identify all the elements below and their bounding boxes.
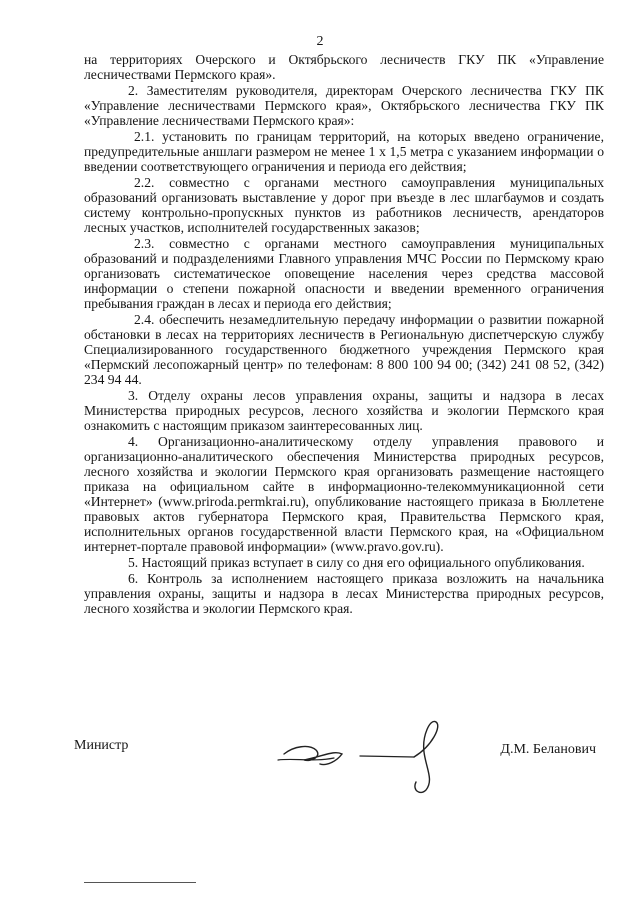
signature-block bbox=[74, 728, 594, 798]
paragraph-continuation: на территориях Очерского и Октябрьского лесничеств ГКУ ПК «Управление лесничествами Пермского края». bbox=[84, 52, 604, 82]
paragraph-item-3: 3. Отделу охраны лесов управления охраны, защиты и надзора в лесах Министерства природных ресурсов, лесного хозяйства и экологии Пермского края ознакомить с настоящим приказом заинтересованных лиц. bbox=[84, 388, 604, 433]
document-body bbox=[84, 52, 604, 616]
paragraph-item-2-1: 2.1. установить по границам территорий, на которых введено ограничение, предупредительные аншлаги размером не менее 1 х 1,5 метра с указанием информации о введении соответствующего ограничения и периода его действия; bbox=[84, 129, 604, 174]
paragraph-item-2: 2. Заместителям руководителя, директорам Очерского лесничества ГКУ ПК «Управление лесничествами Пермского края», Октябрьского лесничества ГКУ ПК «Управление лесничествами Пермского края»: bbox=[84, 83, 604, 128]
page-number: 2 bbox=[316, 34, 324, 49]
paragraph-item-2-3: 2.3. совместно с органами местного самоуправления муниципальных образований и подразделениями Главного управления МЧС России по Пермскому краю организовать систематическое оповещение населения через средства массовой информации о степени пожарной опасности и введении временного ограничения пребывания граждан в лесах и периода его действия; bbox=[84, 236, 604, 311]
footnote-divider bbox=[84, 882, 196, 883]
paragraph-item-4: 4. Организационно-аналитическому отделу управления правового и организационно-аналитического обеспечения Министерства природных ресурсов, лесного хозяйства и экологии Пермского края организовать размещение настоящего приказа на официальном сайте в информационно-телекоммуникационной сети «Интернет» (www.priroda.permkrai.ru), опубликование настоящего приказа в Бюллетене правовых актов губернатора Пермского края, Правительства Пермского края, исполнительных органов государственной власти Пермского края, на «Официальном интернет-портале правовой информации» (www.pravo.gov.ru). bbox=[84, 434, 604, 554]
signatory-title: Министр bbox=[74, 738, 129, 753]
paragraph-item-2-4: 2.4. обеспечить незамедлительную передачу информации о развитии пожарной обстановки в лесах на территориях лесничеств в Региональную диспетчерскую службу Специализированного государственного бюджетного учреждения Пермского края «Пермский лесопожарный центр» по телефонам: 8 800 100 94 00; (342) 241 08 52, (342) 234 94 44. bbox=[84, 312, 604, 387]
paragraph-item-5: 5. Настоящий приказ вступает в силу со дня его официального опубликования. bbox=[128, 555, 585, 570]
paragraph-item-6: 6. Контроль за исполнением настоящего приказа возложить на начальника управления охраны, защиты и надзора в лесах Министерства природных ресурсов, лесного хозяйства и экологии Пермского края. bbox=[84, 571, 604, 616]
signatory-name: Д.М. Беланович bbox=[500, 742, 596, 757]
handwritten-signature bbox=[264, 716, 474, 796]
paragraph-item-2-2: 2.2. совместно с органами местного самоуправления муниципальных образований организовать выставление у дорог при въезде в лес шлагбаумов и создать систему контрольно-пропускных пунктов из работников лесничеств, арендаторов лесных участков, исполнителей государственных заказов; bbox=[84, 175, 604, 235]
